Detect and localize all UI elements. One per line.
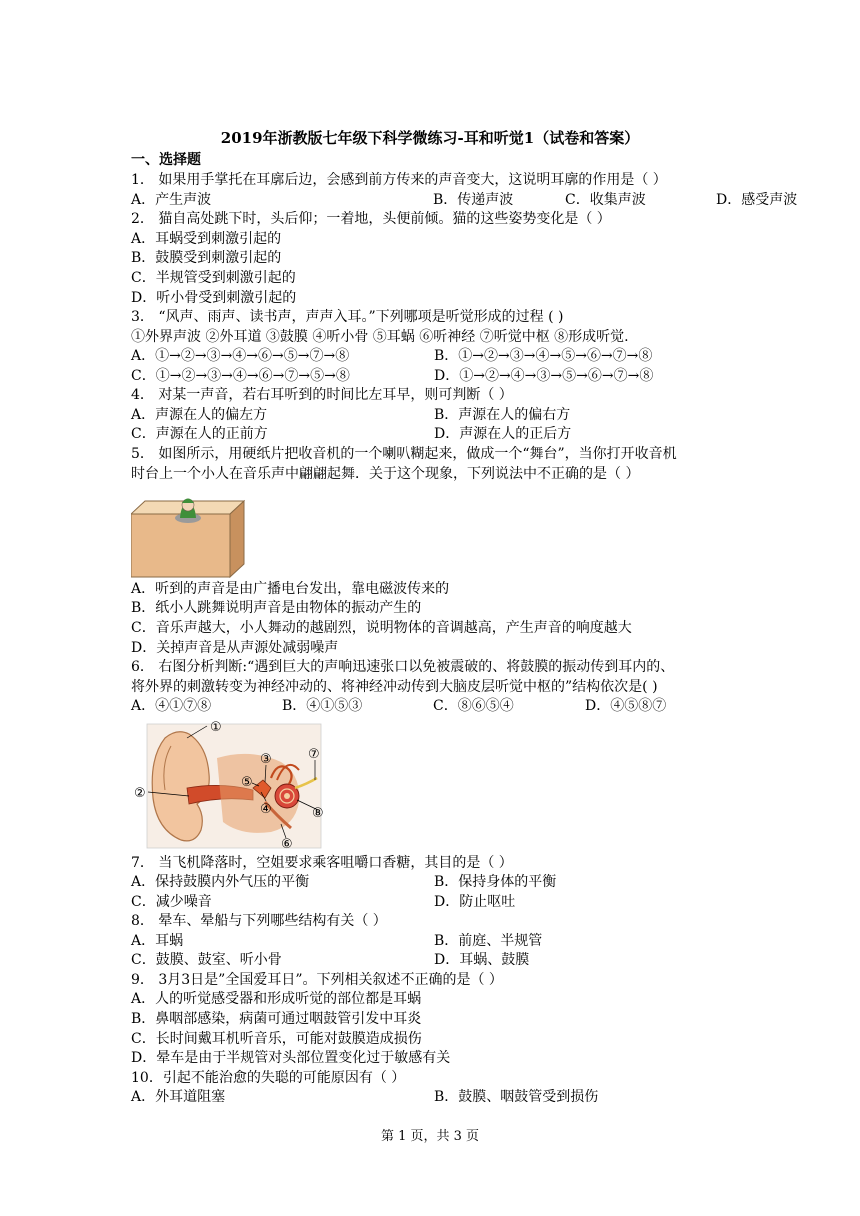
ear-label-2: ② — [134, 786, 146, 801]
option[interactable]: C．收集声波 — [565, 192, 646, 208]
option[interactable]: B．鼓膜、咽鼓管受到损伤 — [434, 1089, 599, 1105]
page-title: 2019年浙教版七年级下科学微练习-耳和听觉1（试卷和答案） — [220, 129, 640, 147]
option[interactable]: A．听到的声音是由广播电台发出，靠电磁波传来的 — [131, 581, 450, 597]
option[interactable]: B．鼻咽部感染，病菌可通过咽鼓管引发中耳炎 — [131, 1011, 422, 1027]
option[interactable]: D．①→②→④→③→⑤→⑥→⑦→⑧ — [434, 368, 654, 384]
question-3-options-row1 — [131, 347, 653, 367]
ear-label-5: ⑤ — [241, 775, 253, 790]
option[interactable]: B．传递声波 — [433, 192, 514, 208]
option[interactable]: C．①→②→③→④→⑥→⑦→⑤→⑧ — [131, 368, 350, 384]
page-footer: 第 1 页，共 3 页 — [380, 1129, 480, 1144]
option[interactable]: C．长时间戴耳机听音乐，可能对鼓膜造成损伤 — [131, 1031, 422, 1047]
option[interactable]: C．鼓膜、鼓室、听小骨 — [131, 952, 282, 968]
question-4-stem: 4． 对某一声音，若右耳听到的时间比左耳早，则可判断（ ） — [131, 387, 513, 403]
option[interactable]: C．音乐声越大，小人舞动的越剧烈，说明物体的音调越高，产生声音的响度越大 — [131, 620, 632, 636]
option[interactable]: A．耳蜗 — [131, 933, 184, 949]
option[interactable]: D．关掉声音是从声源处减弱噪声 — [131, 640, 339, 656]
question-10-stem: 10．引起不能治愈的失聪的可能原因有（ ） — [131, 1070, 406, 1086]
ear-structure-diagram — [131, 718, 331, 850]
ear-label-6: ⑥ — [281, 837, 293, 850]
option[interactable]: A．人的听觉感受器和形成听觉的部位都是耳蜗 — [131, 991, 422, 1007]
option[interactable]: C．半规管受到刺激引起的 — [131, 270, 296, 286]
ear-label-7: ⑦ — [308, 747, 320, 762]
ear-label-1: ① — [210, 720, 222, 735]
paper-stage-figure — [131, 492, 245, 580]
question-3-items: ①外界声波 ②外耳道 ③鼓膜 ④听小骨 ⑤耳蜗 ⑥听神经 ⑦听觉中枢 ⑧形成听觉. — [131, 329, 629, 345]
option[interactable]: C．减少噪音 — [131, 894, 212, 910]
ear-label-8: ⑧ — [312, 806, 324, 821]
option[interactable]: D．感受声波 — [716, 192, 798, 208]
option[interactable]: A．外耳道阻塞 — [131, 1089, 226, 1105]
option[interactable]: A．④①⑦⑧ — [131, 698, 212, 714]
option[interactable]: A．保持鼓膜内外气压的平衡 — [131, 874, 310, 890]
question-6-stem-line2: 将外界的刺激转变为神经冲动的、将神经冲动传到大脑皮层听觉中枢的”结构依次是( ) — [131, 679, 658, 695]
option[interactable]: B．前庭、半规管 — [434, 933, 543, 949]
question-1-stem: 1． 如果用手掌托在耳廓后边，会感到前方传来的声音变大，这说明耳廓的作用是（ ） — [131, 172, 667, 188]
question-5-stem-line1: 5． 如图所示，用硬纸片把收音机的一个喇叭糊起来，做成一个“舞台”，当你打开收音机 — [131, 446, 677, 462]
question-9-stem: 9． 3月3日是”全国爱耳日”。下列相关叙述不正确的是（ ） — [131, 972, 503, 988]
option[interactable]: B．保持身体的平衡 — [434, 874, 557, 890]
option[interactable]: C．⑧⑥⑤④ — [433, 698, 514, 714]
question-5-stem-line2: 时台上一个小人在音乐声中翩翩起舞．关于这个现象，下列说法中不正确的是（ ） — [131, 466, 640, 482]
question-3-stem: 3． “风声、雨声、读书声，声声入耳。”下列哪项是听觉形成的过程 ( ) — [131, 309, 564, 325]
question-8-stem: 8． 晕车、晕船与下列哪些结构有关（ ） — [131, 913, 387, 929]
question-6-stem-line1: 6． 右图分析判断:“遇到巨大的声响迅速张口以免被震破的、将鼓膜的振动传到耳内的、 — [131, 659, 675, 675]
option[interactable]: B．④①⑤③ — [282, 698, 363, 714]
option[interactable]: D．防止呕吐 — [434, 894, 516, 910]
option[interactable]: C．声源在人的正前方 — [131, 426, 268, 442]
section-heading: 一、选择题 — [131, 152, 201, 168]
option[interactable]: D．耳蜗、鼓膜 — [434, 952, 530, 968]
option[interactable]: A．①→②→③→④→⑥→⑤→⑦→⑧ — [131, 348, 350, 364]
option[interactable]: B．纸小人跳舞说明声音是由物体的振动产生的 — [131, 600, 422, 616]
option[interactable]: D．声源在人的正后方 — [434, 426, 572, 442]
option[interactable]: A．声源在人的偏左方 — [131, 407, 268, 423]
question-8-options-row1 — [131, 932, 543, 952]
question-4-options-row2 — [131, 425, 572, 445]
option[interactable]: B．声源在人的偏右方 — [434, 407, 571, 423]
option[interactable]: D．④⑤⑧⑦ — [585, 698, 667, 714]
question-6-options — [131, 697, 667, 717]
question-7-options-row2 — [131, 893, 516, 913]
option[interactable]: D．听小骨受到刺激引起的 — [131, 290, 297, 306]
ear-label-4: ④ — [260, 802, 272, 817]
question-8-options-row2 — [131, 951, 530, 971]
option[interactable]: A．耳蜗受到刺激引起的 — [131, 231, 282, 247]
ear-label-3: ③ — [260, 752, 272, 767]
option[interactable]: D．晕车是由于半规管对头部位置变化过于敏感有关 — [131, 1050, 451, 1066]
question-10-options — [131, 1088, 599, 1108]
question-2-stem: 2． 猫自高处跳下时，头后仰；一着地，头便前倾。猫的这些姿势变化是（ ） — [131, 211, 611, 227]
option[interactable]: A．产生声波 — [131, 192, 212, 208]
question-3-options-row2 — [131, 367, 654, 387]
question-7-stem: 7． 当飞机降落时，空姐要求乘客咀嚼口香糖，其目的是（ ） — [131, 855, 513, 871]
question-4-options-row1 — [131, 406, 571, 426]
question-1-options — [131, 191, 798, 211]
question-7-options-row1 — [131, 873, 557, 893]
option[interactable]: B．鼓膜受到刺激引起的 — [131, 250, 282, 266]
option[interactable]: B．①→②→③→④→⑤→⑥→⑦→⑧ — [434, 348, 653, 364]
